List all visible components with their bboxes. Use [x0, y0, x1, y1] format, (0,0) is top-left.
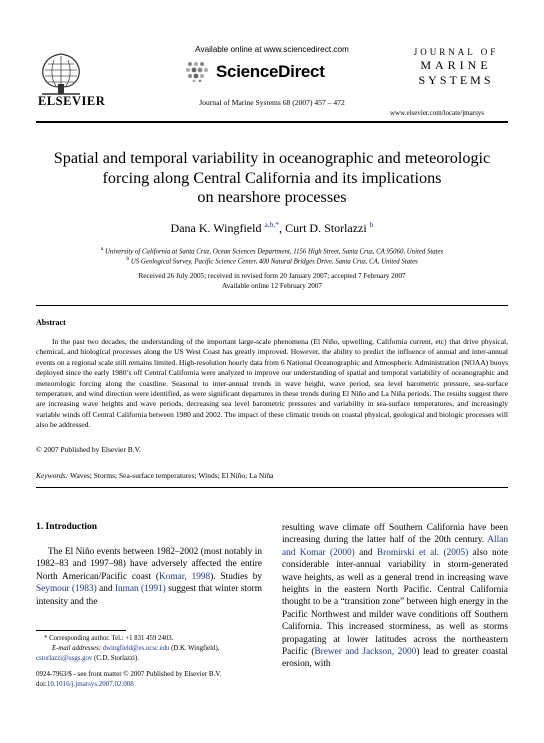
journal-logo-line2: MARINE	[420, 58, 492, 72]
email-owner: (D.K. Wingfield),	[169, 645, 220, 652]
citation-link[interactable]: Brewer and Jackson, 2000	[314, 647, 417, 658]
affiliation-text: University of California at Santa Cruz, Ocean Sciences Department, 1156 High Street, Santa Cruz, CA 95060, United States	[105, 248, 444, 256]
intro-paragraph	[36, 546, 262, 608]
doi-link[interactable]: 10.1016/j.jmarsys.2007.02.008	[46, 679, 134, 688]
author-affiliation-marker[interactable]: a,b,*	[264, 220, 280, 229]
abstract-heading: Abstract	[36, 318, 66, 327]
affiliation-b	[20, 256, 524, 265]
text-run: ) lead to greater coastal erosion, with	[282, 647, 509, 670]
text-run: ). Studies by	[210, 571, 262, 582]
email-label: E-mail addresses:	[52, 645, 102, 652]
keywords-divider	[36, 487, 508, 488]
affiliation-a	[20, 246, 524, 255]
journal-logo	[404, 47, 508, 88]
author-list	[0, 220, 544, 236]
journal-url-link[interactable]: www.elsevier.com/locate/jmarsys	[390, 109, 485, 117]
citation-link[interactable]: Inman (1991)	[114, 584, 166, 595]
author-affiliation-marker[interactable]: b	[369, 220, 374, 229]
email-footnote	[52, 644, 278, 653]
text-run: suggest that winter storm intensity and the	[36, 584, 262, 607]
front-matter-line: 0924-7963/$ - see front matter © 2007 Published by Elsevier B.V.	[36, 670, 222, 678]
author-name: Dana K. Wingfield	[170, 221, 262, 235]
online-date: Available online 12 February 2007	[221, 282, 323, 290]
author-name: Curt D. Storlazzi	[285, 221, 367, 235]
title-line-1: Spatial and temporal variability in oceanographic and meteorologic	[53, 149, 491, 167]
text-run: The El Niño events between 1982–2002 (most notably in 1982–83 and 1997–98) have adversely affected the entire North American/Pacific coast (	[36, 547, 262, 582]
affiliation-text: US Geological Survey, Pacific Science Center, 400 Natural Bridges Drive, Santa Cruz, CA, United States	[130, 258, 418, 266]
corresponding-author-footnote: * Corresponding author. Tel.: +1 831 459 2403.	[44, 635, 174, 642]
received-dates: Received 26 July 2005; received in revised form 20 January 2007; accepted 7 February 2007	[138, 272, 406, 280]
publisher-name: ELSEVIER	[38, 94, 106, 108]
abstract-copyright: © 2007 Published by Elsevier B.V.	[36, 445, 141, 454]
available-online-text[interactable]: Available online at www.sciencedirect.com	[195, 45, 349, 54]
author-separator: ,	[279, 221, 286, 235]
keywords	[36, 471, 273, 480]
sciencedirect-logo[interactable]: ScienceDirect	[216, 62, 325, 81]
keywords-label: Keywords:	[36, 471, 69, 480]
right-column-paragraph	[282, 522, 508, 671]
text-run: also note considerable inter-annual variability in storm-generated wave heights, as well as a general trend in increasing wave heights in the eastern North Pacific. Central California thought to be a “transition zone” between high energy in the Pacific Northwest and milder wave conditions off Southern California. This increased storminess, as well as storms propagating at lower latitudes across the northeastern Pacific (	[282, 547, 508, 658]
text-run: and	[354, 547, 377, 558]
title-line-3: on nearshore processes	[197, 188, 347, 206]
email-owner: (C.D. Storlazzi).	[92, 655, 139, 662]
citation-link[interactable]: Bromirski et al. (2005)	[376, 547, 469, 558]
journal-reference: Journal of Marine Systems 68 (2007) 457 – 472	[199, 98, 345, 107]
affiliation-marker: a	[100, 246, 104, 252]
header-divider	[36, 121, 508, 123]
citation-link[interactable]: Seymour (1983)	[36, 584, 97, 595]
text-run: resulting wave climate off Southern California have been increasing during the latter half of the 20th century.	[282, 523, 508, 546]
citation-link[interactable]: Komar, 1998	[158, 571, 211, 582]
title-line-2: forcing along Central California and its implications	[102, 168, 442, 187]
section-heading-introduction: 1. Introduction	[36, 522, 98, 532]
citation-link[interactable]: Allan and Komar (2000)	[282, 535, 508, 558]
abstract-divider	[36, 305, 508, 306]
email-link[interactable]: dwingfield@es.ucsc.edu	[102, 645, 170, 652]
doi-line	[36, 680, 221, 690]
email-link[interactable]: cstorlazzi@usgs.gov	[36, 655, 93, 662]
issn-block	[36, 670, 221, 689]
doi-label: doi:	[36, 679, 47, 688]
article-title	[20, 149, 524, 208]
text-run: and	[96, 584, 115, 595]
abstract-body: In the past two decades, the understanding of the important large-scale phenomena (El Niño, upwelling, California current, etc) that drive physical, chemical, and biological processes along the US West Coast has greatly improved. However, the ability to predict the influence of annual and inter-annual events on a regional scale still remains limited. High-resolution hourly data from 6 National Oceanographic and Atmospheric Administration (NOAA) buoys deployed since the early 1980’s off Central California were analyzed to improve our understanding of spatial and temporal variability of oceanographic and meteorologic forcing along the coastline. Seasonal to inter-annual trends in wave height, wave period, sea level barometric pressure, sea-surface temperature, and wind direction were identified, as were significant departures in these trends during El Niño and La Niña periods. The results suggest there are increasing wave heights and wave periods, decreasing sea level barometric pressures and variability in sea-surface temperatures, and increasingly variable winds off Central California between 1980 and 2002. The impact of these climatic trends on coastal physical, geological and biologic processes will also be addressed.	[36, 337, 508, 430]
journal-logo-line3: SYSTEMS	[418, 73, 494, 87]
elsevier-tree-logo-icon	[36, 50, 86, 98]
sciencedirect-dots-icon	[184, 60, 212, 82]
journal-logo-line1: JOURNAL OF	[413, 47, 499, 57]
email-footnote-continued	[36, 654, 262, 663]
footnote-divider	[36, 630, 126, 631]
affiliation-marker: b	[126, 256, 130, 262]
keywords-list: Waves; Storms; Sea-surface temperatures; Winds; El Niño; La Niña	[69, 471, 274, 480]
